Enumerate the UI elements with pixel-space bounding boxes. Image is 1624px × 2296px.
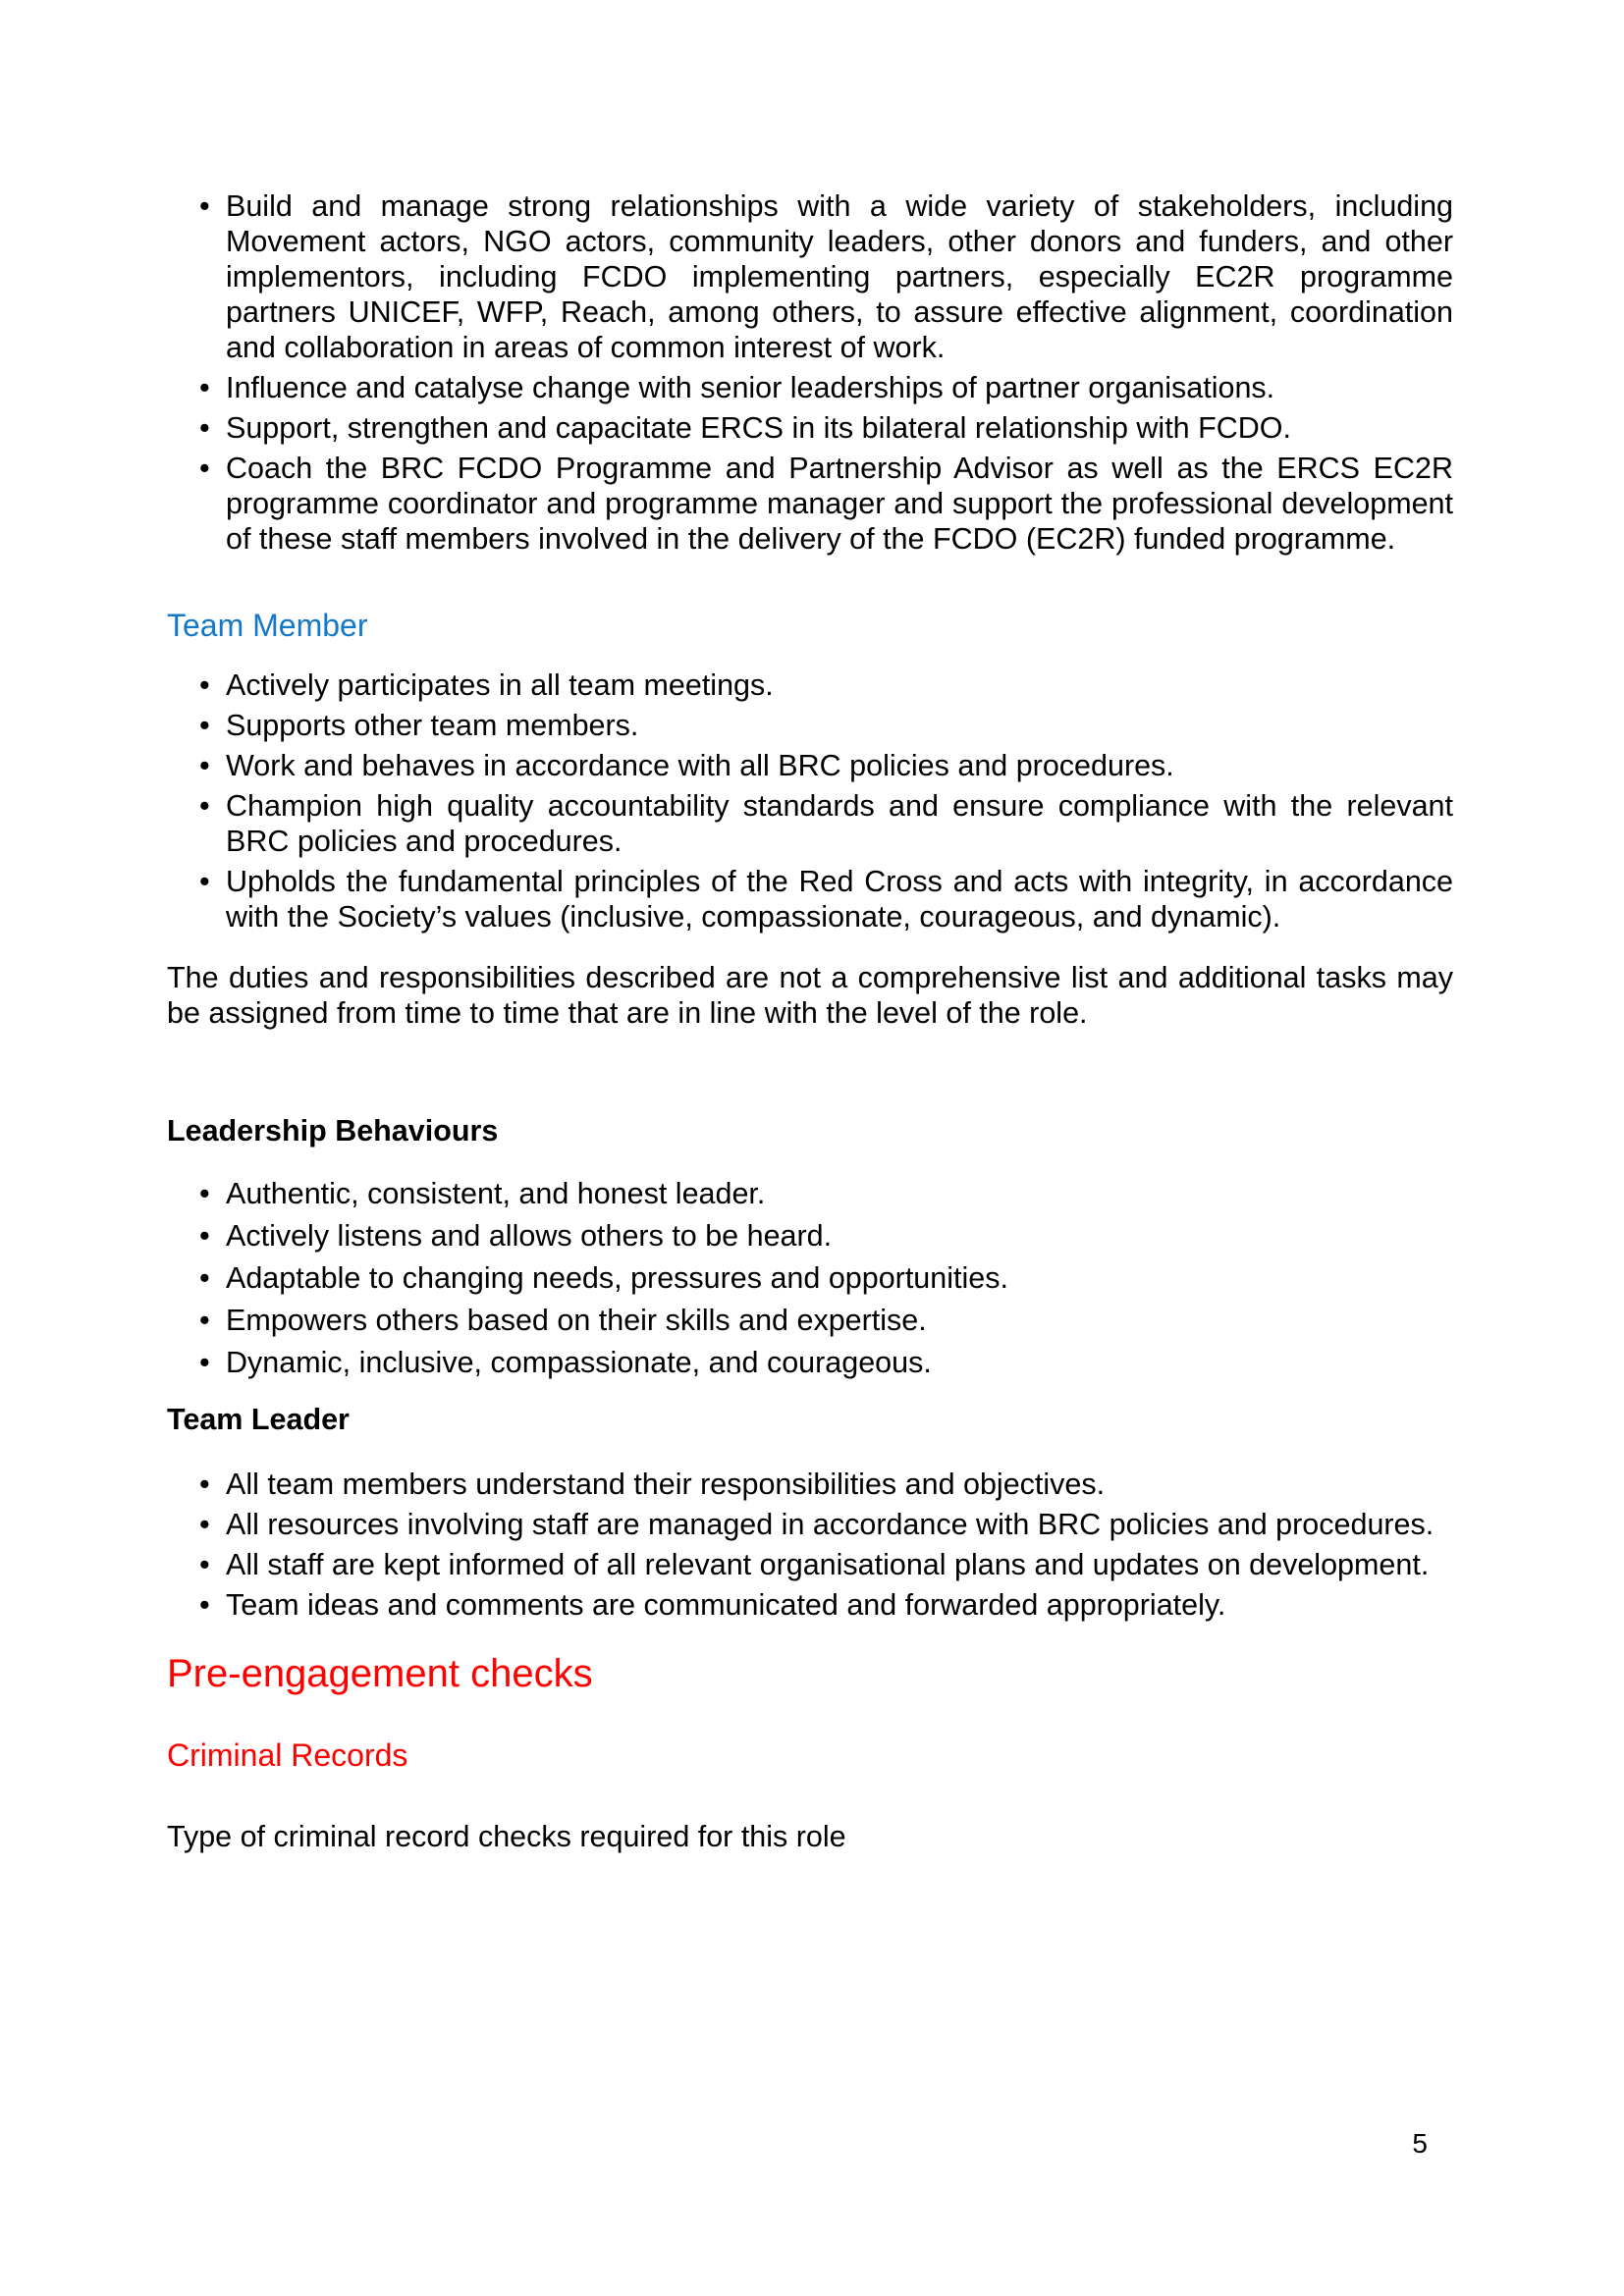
list-item: • Team ideas and comments are communicated and forwarded appropriately.: [167, 1587, 1453, 1623]
list-item: • Empowers others based on their skills and expertise.: [167, 1303, 1453, 1338]
criminal-record-checks-line: Type of criminal record checks required for this role: [167, 1820, 846, 1853]
page-number: 5: [1412, 2128, 1428, 2159]
team-leader-heading: Team Leader: [167, 1403, 350, 1436]
list-item: • Champion high quality accountability standards and ensure compliance with the relevant BRC policies and procedures.: [167, 788, 1453, 859]
list-item: • All team members understand their responsibilities and objectives.: [167, 1467, 1453, 1502]
team-member-heading: Team Member: [167, 608, 368, 643]
list-item: • Actively participates in all team meetings.: [167, 667, 1453, 703]
list-item: • Build and manage strong relationships with a wide variety of stakeholders, including Movement actors, NGO actors, community leaders, other donors and funders, and other implementors, including FCDO implementing partners, especially EC2R programme partners UNICEF, WFP, Reach, among others, to assure effective alignment, coordination and collaboration in areas of common interest of work.: [167, 188, 1453, 365]
leadership-behaviours-heading: Leadership Behaviours: [167, 1114, 499, 1148]
team-leader-bullet-list: [167, 1467, 1453, 1623]
intro-bullet-list: [167, 188, 1453, 557]
list-item: • Dynamic, inclusive, compassionate, and courageous.: [167, 1345, 1453, 1380]
pre-engagement-checks-heading: Pre-engagement checks: [167, 1652, 593, 1695]
list-item: • All staff are kept informed of all relevant organisational plans and updates on development.: [167, 1547, 1453, 1582]
duties-note-paragraph: The duties and responsibilities described are not a comprehensive list and additional tasks may be assigned from time to time that are in line with the level of the role.: [167, 961, 1453, 1030]
list-item: • Work and behaves in accordance with all BRC policies and procedures.: [167, 748, 1453, 783]
leadership-behaviours-bullet-list: [167, 1176, 1453, 1380]
list-item: • Coach the BRC FCDO Programme and Partnership Advisor as well as the ERCS EC2R programme coordinator and programme manager and support the professional development of these staff members involved in the delivery of the FCDO (EC2R) funded programme.: [167, 451, 1453, 557]
list-item: • Authentic, consistent, and honest leader.: [167, 1176, 1453, 1211]
list-item: • Upholds the fundamental principles of the Red Cross and acts with integrity, in accordance with the Society’s values (inclusive, compassionate, courageous, and dynamic).: [167, 864, 1453, 934]
criminal-records-heading: Criminal Records: [167, 1737, 408, 1773]
list-item: • Actively listens and allows others to be heard.: [167, 1218, 1453, 1254]
list-item: • Support, strengthen and capacitate ERCS in its bilateral relationship with FCDO.: [167, 410, 1453, 446]
list-item: • Supports other team members.: [167, 708, 1453, 743]
list-item: • Influence and catalyse change with senior leaderships of partner organisations.: [167, 370, 1453, 405]
list-item: • Adaptable to changing needs, pressures and opportunities.: [167, 1260, 1453, 1296]
team-member-bullet-list: [167, 667, 1453, 934]
list-item: • All resources involving staff are managed in accordance with BRC policies and procedures.: [167, 1507, 1453, 1542]
